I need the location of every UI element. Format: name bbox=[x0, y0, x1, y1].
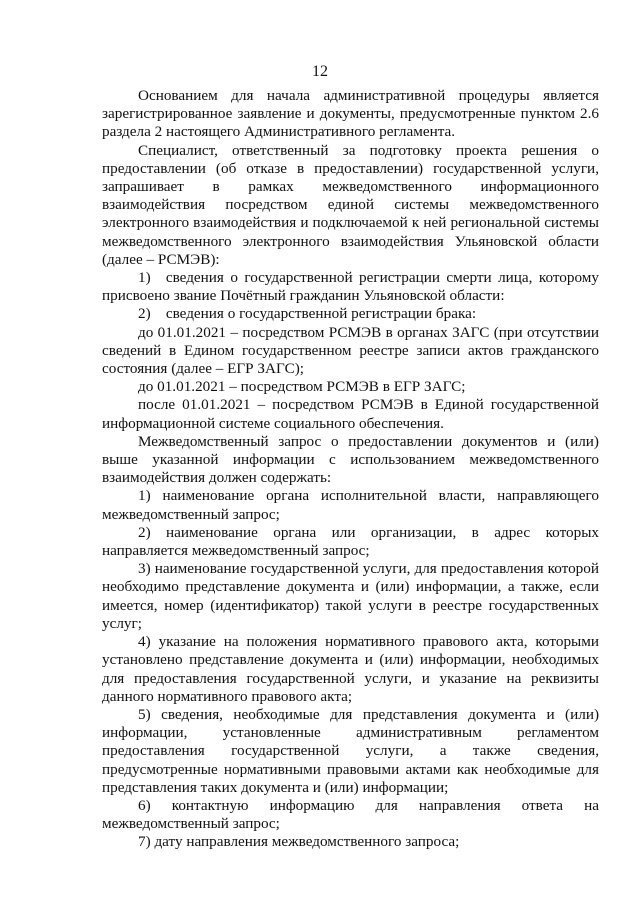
paragraph-request-contents: Межведомственный запрос о предоставлении документов и (или) выше указанной информации с использованием межведомственного взаимодействия должен содержать: bbox=[102, 432, 599, 487]
list-item-2: 2) наименование органа или организации, в адрес которых направляется межведомственный запрос; bbox=[102, 523, 599, 560]
paragraph-basis: Основанием для начала административной процедуры является зарегистрированное заявление и документы, предусмотренные пунктом 2.6 раздела 2 настоящего Административного регламента. bbox=[102, 87, 599, 141]
paragraph-before-2021-egr: до 01.01.2021 – посредством РСМЭВ в ЕГР ЗАГС; bbox=[138, 378, 466, 396]
paragraph-after-2021: после 01.01.2021 – посредством РСМЭВ в Единой государственной информационной системе социального обеспечения. bbox=[102, 396, 599, 432]
list-item-7: 7) дату направления межведомственного запроса; bbox=[138, 833, 460, 851]
list-item-3: 3) наименование государственной услуги, для предоставления которой необходимо представление документа и (или) информации, а также, если имеется, номер (идентификатор) такой услуги в реестре государственных услуг; bbox=[102, 560, 599, 632]
page-number: 12 bbox=[312, 63, 328, 80]
list-item-4: 4) указание на положения нормативного правового акта, которыми установлено представление документа и (или) информации, необходимых для предоставления государственной услуги, и указание на реквизиты данного нормативного правового акта; bbox=[102, 633, 599, 705]
list-item-marriage-registration: 2) сведения о государственной регистрации брака: bbox=[138, 305, 477, 323]
list-item-1: 1) наименование органа исполнительной власти, направляющего межведомственный запрос; bbox=[102, 487, 599, 523]
list-item-5: 5) сведения, необходимые для представления документа и (или) информации, установленные административным регламентом предоставления государственной услуги, а также сведения, предусмотренные нормативными правовыми актами как необходимые для представления таких документа и (или) информации; bbox=[102, 705, 599, 796]
list-item-6: 6) контактную информацию для направления ответа на межведомственный запрос; bbox=[102, 796, 599, 833]
list-item-death-registration: 1) сведения о государственной регистрации смерти лица, которому присвоено звание Почётный гражданин Ульяновской области: bbox=[102, 269, 599, 305]
paragraph-specialist-request: Специалист, ответственный за подготовку проекта решения о предоставлении (об отказе в предоставлении) государственной услуги, запрашивает в рамках межведомственного информационного взаимодействия посредством единой системы межведомственного электронного взаимодействия и подключаемой к ней региональной системы межведомственного электронного взаимодействия Ульяновской области (далее – РСМЭВ): bbox=[102, 141, 599, 268]
paragraph-before-2021-zags: до 01.01.2021 – посредством РСМЭВ в органах ЗАГС (при отсутствии сведений в Едином государственном реестре записи актов гражданского состояния (далее – ЕГР ЗАГС); bbox=[102, 323, 599, 378]
document-body bbox=[102, 87, 599, 852]
